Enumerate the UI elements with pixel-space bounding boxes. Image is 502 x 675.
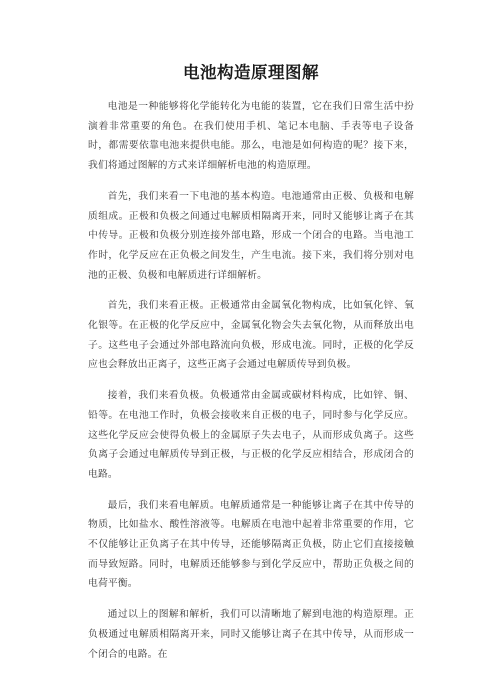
paragraph-intro: 电池是一种能够将化学能转化为电能的装置，它在我们日常生活中扮演着非常重要的角色。在我们使用手机、笔记本电脑、手表等电子设备时，都需要依靠电池来提供电能。那么，电池是如何构造的呢？接下来，我们将通过图解的方式来详细解析电池的构造原理。 — [88, 101, 414, 172]
document-title: 电池构造原理图解 — [183, 63, 319, 82]
paragraph-negative-electrode: 接着，我们来看负极。负极通常由金属或碳材料构成，比如锌、铜、铅等。在电池工作时，负极会接收来自正极的电子，同时参与化学反应。这些化学反应会使得负极上的金属原子失去电子，从而形成负离子。这些负离子会通过电解质传导到正极，与正极的化学反应相结合，形成闭合的电路。 — [88, 390, 414, 480]
paragraph-positive-electrode: 首先，我们来看正极。正极通常由金属氧化物构成，比如氧化锌、氧化银等。在正极的化学反应中，金属氧化物会失去氧化物，从而释放出电子。这些电子会通过外部电路流向负极，形成电流。同时，正极的化学反应也会释放出正离子，这些正离子会通过电解质传导到负极。 — [88, 300, 414, 371]
document-body — [88, 97, 414, 675]
paragraph-basic-structure: 首先，我们来看一下电池的基本构造。电池通常由正极、负极和电解质组成。正极和负极之间通过电解质相隔离开来，同时又能够让离子在其中传导。正极和负极分别连接外部电路，形成一个闭合的电路。当电池工作时，化学反应在正负极之间发生，产生电流。接下来，我们将分别对电池的正极、负极和电解质进行详细解析。 — [88, 190, 414, 281]
paragraph-electrolyte: 最后，我们来看电解质。电解质通常是一种能够让离子在其中传导的物质，比如盐水、酸性溶液等。电解质在电池中起着非常重要的作用，它不仅能够让正负离子在其中传导，还能够隔离正负极，防止它们直接接触而导致短路。同时，电解质还能够参与到化学反应中，帮助正负极之间的电荷平衡。 — [88, 499, 414, 590]
paragraph-summary: 通过以上的图解和解析，我们可以清晰地了解到电池的构造原理。正负极通过电解质相隔离开来，同时又能够让离子在其中传导，从而形成一个闭合的电路。在 — [88, 609, 414, 660]
